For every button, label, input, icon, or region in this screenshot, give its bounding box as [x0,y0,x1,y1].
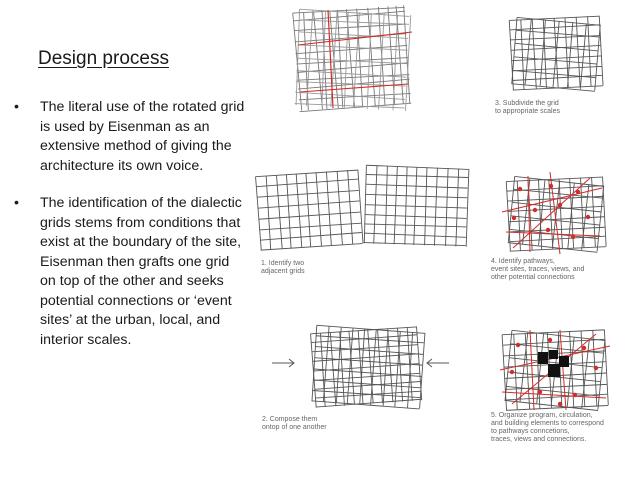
event-site-dot [516,343,520,347]
caption-step3: 3. Subdivide the grid to appropriate scales [495,100,560,115]
event-site-dot [573,393,577,397]
building-blocks [538,350,569,377]
arrow-right-icon [272,359,294,367]
event-site-dot [549,184,553,188]
building-block [549,350,558,359]
step2-grid-figure [311,325,425,409]
event-site-dot [576,190,580,194]
event-site-dot [558,203,562,207]
event-site-dot [582,346,586,350]
event-site-dot [558,402,562,406]
bullet-marker: • [14,195,19,211]
event-site-dot [533,208,537,212]
building-block [538,352,548,364]
bullet-marker: • [14,99,19,115]
caption-step2: 2. Compose them ontop of one another [262,416,327,431]
event-site-dot [510,370,514,374]
event-site-dot [548,338,552,342]
slide-title: Design process [38,48,169,69]
caption-step5: 5. Organize program, circulation, and building elements to correspond to pathways conncetions, traces, views and connections. [491,412,604,443]
event-site-dot [586,215,590,219]
caption-step1: 1. Identify two adjacent grids [261,260,305,275]
building-block [548,364,560,377]
event-site-dot [594,366,598,370]
arrow-left-icon [427,359,449,367]
step4-grid-figure [502,172,606,254]
event-site-dot [518,187,522,191]
bullet-text: The literal use of the rotated grid is used by Eisenman as an extensive method of giving the architecture its own voice. [40,99,245,174]
step1-grid-figure [256,165,469,250]
step3-grid-figure [509,16,603,92]
building-block [559,356,569,367]
bullet-text: The identification of the dialectic grids stems from conditions that exist at the boundary of the site, Eisenman then grafts one grid on top of the other and seeks potential connections or ‘event sites’ at the urban, local, and interior scales. [40,195,242,348]
event-site-dot [538,390,542,394]
step5-grid-figure [500,329,610,410]
event-site-dot [512,216,516,220]
event-site-dot [546,228,550,232]
caption-step4: 4. Identify pathways, event sites, traces, views, and other potential connections [491,258,585,281]
event-site-dot [571,235,575,239]
sketch-grid-figure [293,5,412,111]
